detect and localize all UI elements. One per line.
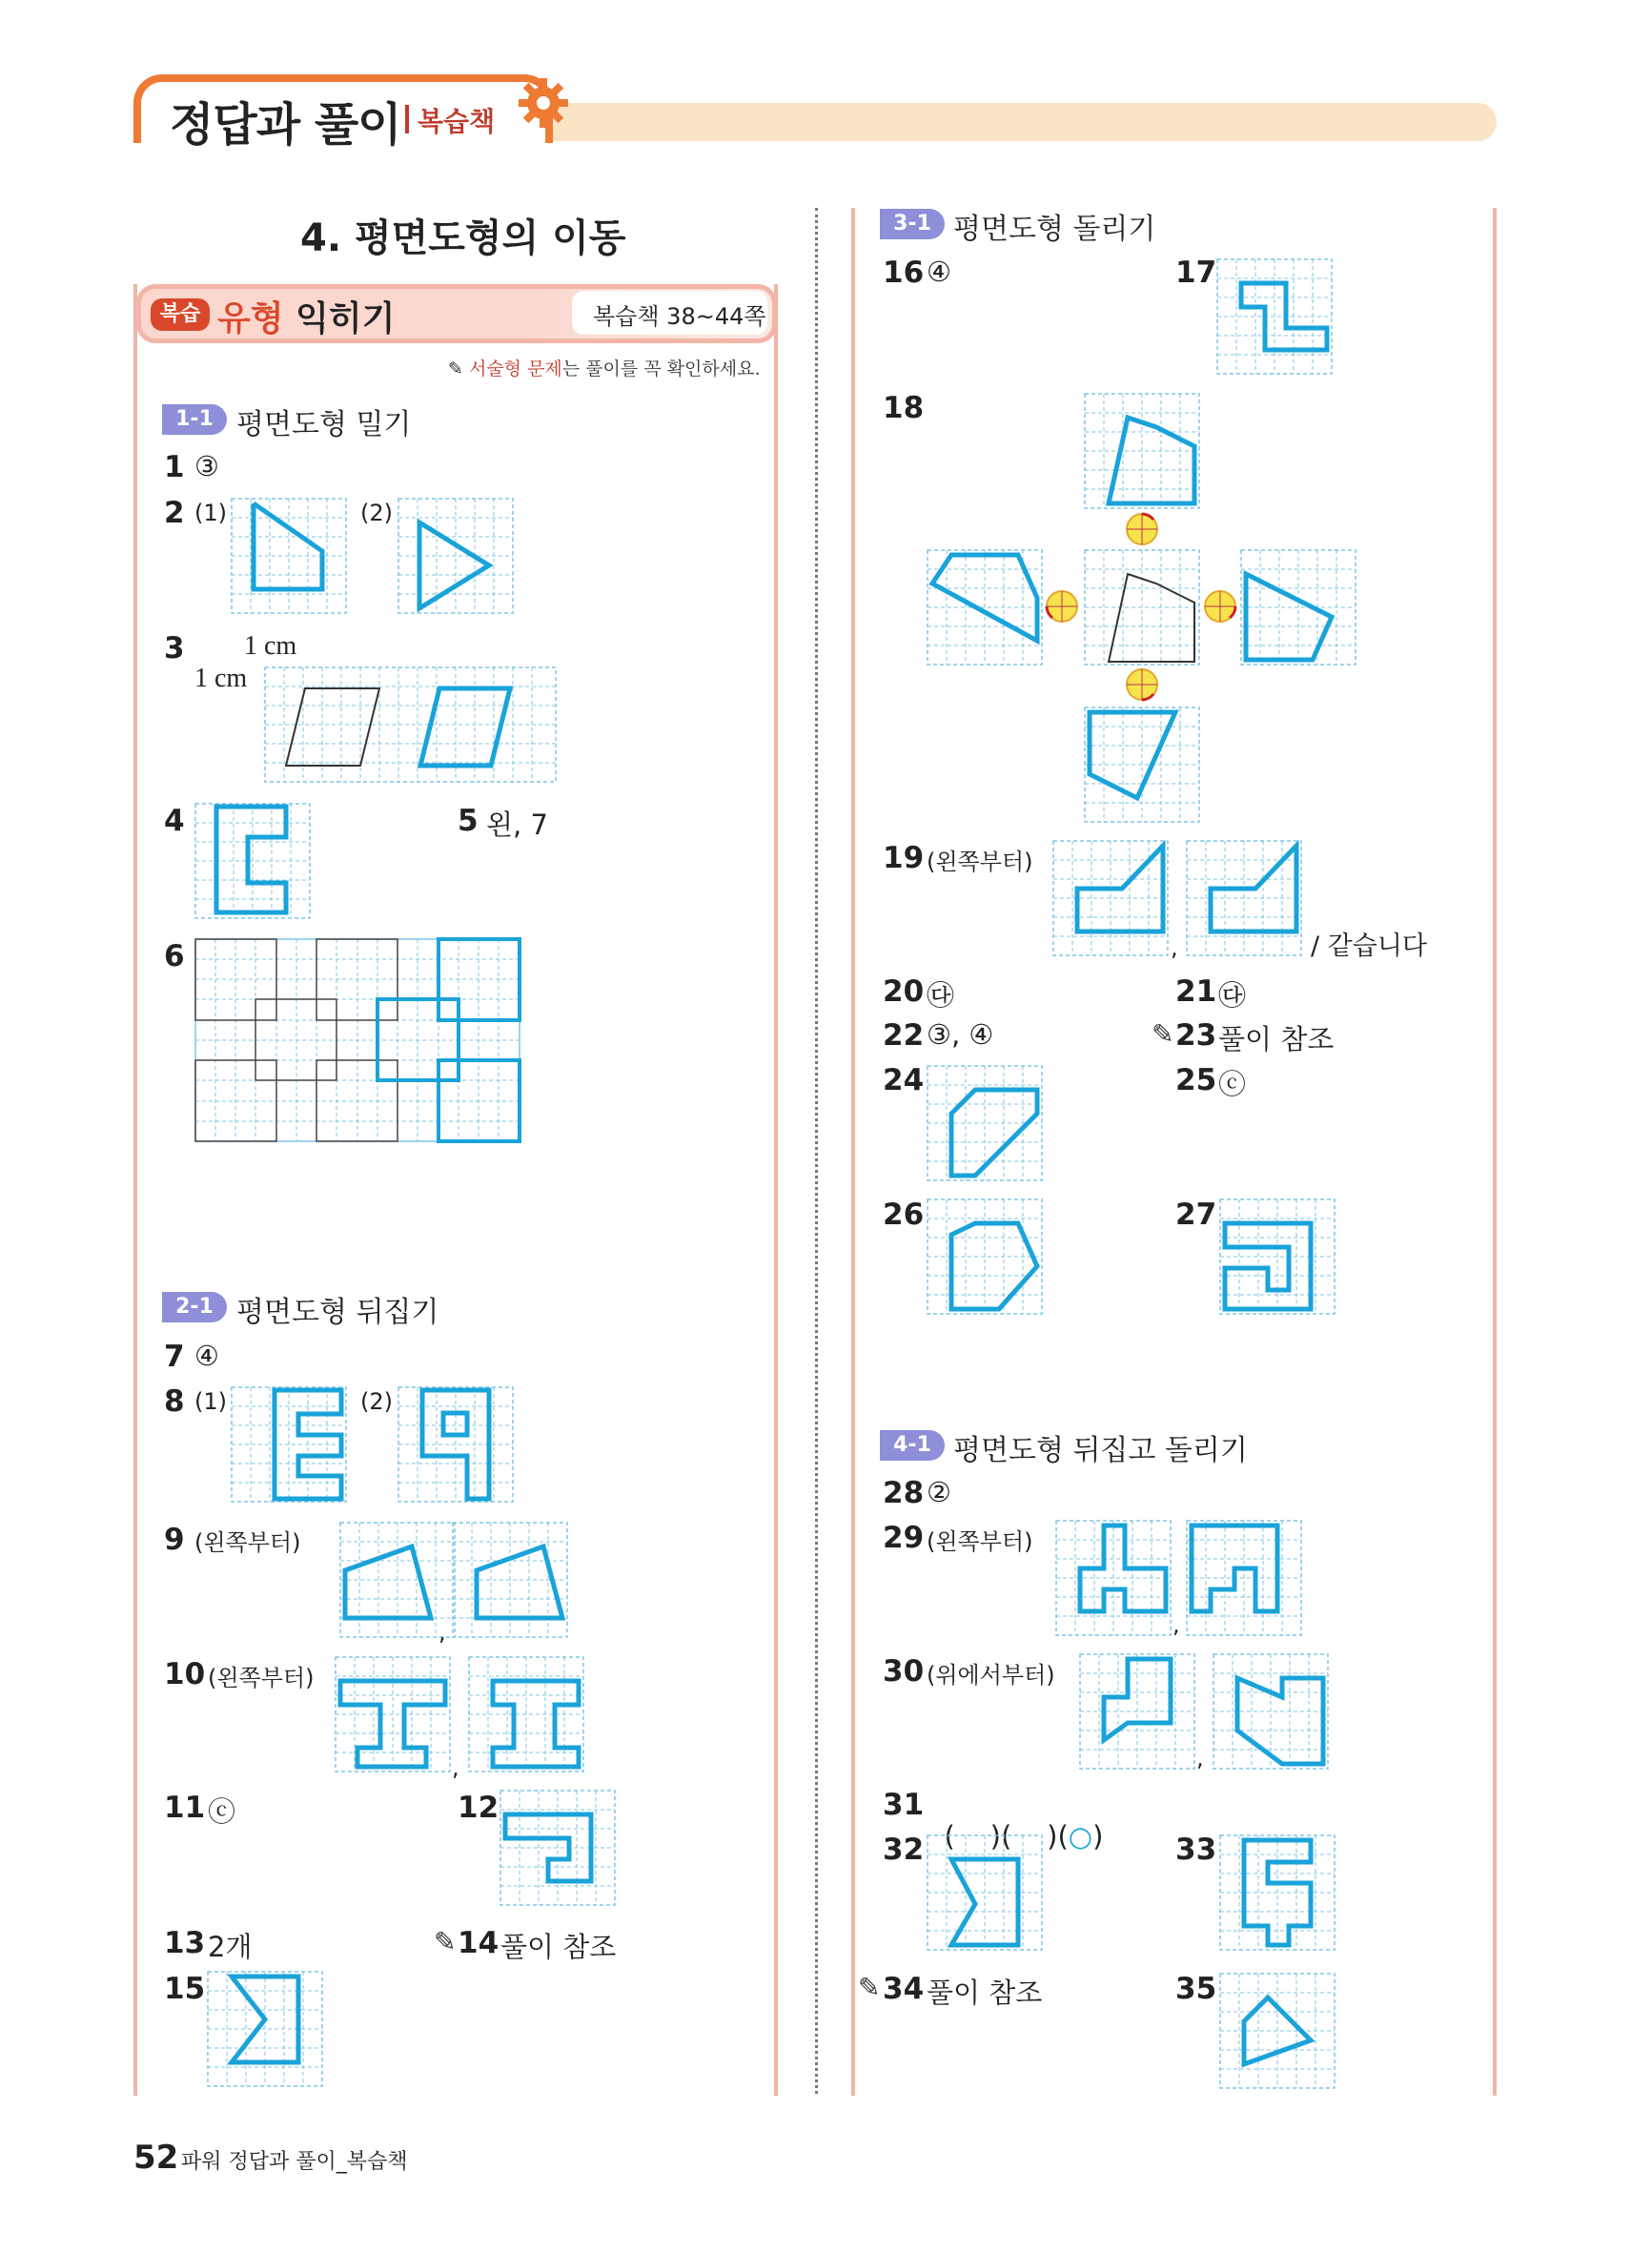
q34-num: 34 [883, 1972, 925, 2006]
q23-answer: 풀이 참조 [1218, 1023, 1335, 1055]
q8-part2: (2) [360, 1388, 393, 1415]
gear-icon [515, 74, 572, 132]
page-ref: 복습책 38~44쪽 [593, 303, 766, 330]
header-title: 정답과 풀이 [170, 98, 401, 152]
chapter-title: 4. 평면도형의 이동 [300, 216, 626, 260]
q18-num: 18 [883, 391, 925, 425]
rotate-arrow-icon [1125, 667, 1159, 702]
q2-part1: (1) [194, 500, 227, 526]
q5-answer: 왼, 7 [486, 809, 548, 841]
page-number: 52 [133, 2139, 179, 2177]
q18-figure-top [1085, 394, 1199, 508]
footer-title: 파워 정답과 풀이_복습책 [181, 2150, 408, 2174]
q29-comma: , [1173, 1611, 1180, 1638]
q18-figure-left [928, 550, 1042, 665]
q33-num: 33 [1175, 1833, 1217, 1867]
q25-num: 25 [1175, 1063, 1217, 1097]
q5-num: 5 [458, 804, 479, 838]
section-title-4: 평면도형 뒤집고 돌리기 [953, 1434, 1248, 1467]
q17-figure [1217, 259, 1332, 374]
q27-figure [1220, 1199, 1335, 1314]
q28-num: 28 [883, 1476, 925, 1510]
q34-answer: 풀이 참조 [927, 1976, 1043, 2009]
q3-figure [265, 667, 556, 782]
section-title-1: 평면도형 밀기 [236, 408, 412, 441]
q6-figure [195, 939, 520, 1144]
q24-num: 24 [883, 1063, 925, 1097]
q30-comma: , [1196, 1745, 1204, 1772]
q30-figure-1 [1080, 1654, 1194, 1769]
q32-num: 32 [883, 1833, 925, 1867]
q22-num: 22 [883, 1018, 925, 1053]
q13-answer: 2개 [208, 1931, 253, 1963]
q18-figure-bottom [1085, 707, 1199, 822]
left-column-rule-right [774, 284, 778, 2096]
q24-figure [928, 1066, 1042, 1180]
q12-num: 12 [458, 1791, 500, 1825]
q27-num: 27 [1175, 1198, 1217, 1232]
left-column-rule [133, 284, 137, 2096]
column-divider [815, 208, 818, 2094]
q32-figure [928, 1835, 1042, 1950]
q35-num: 35 [1175, 1972, 1217, 2006]
q9-figure-2 [453, 1523, 567, 1637]
q20-answer: ㉰ [927, 979, 955, 1012]
q8-part1: (1) [194, 1388, 227, 1415]
practice-title: 유형 익히기 [217, 299, 396, 338]
q20-num: 20 [883, 974, 925, 1009]
q13-num: 13 [164, 1926, 206, 1960]
q2-figure-1 [232, 499, 346, 613]
q8-figure-2 [398, 1387, 513, 1502]
q4-figure [195, 804, 310, 918]
section-badge-2: 2-1 [162, 1292, 227, 1322]
q33-figure [1220, 1835, 1335, 1950]
q1-answer: ③ [194, 450, 219, 482]
pencil-icon: ✎ [448, 358, 463, 379]
q6-num: 6 [164, 939, 185, 973]
q19-comma: , [1171, 934, 1178, 961]
q26-figure [928, 1199, 1042, 1314]
q4-num: 4 [164, 804, 185, 838]
q30-num: 30 [883, 1654, 925, 1689]
q26-num: 26 [883, 1198, 925, 1232]
q9-figure-1 [340, 1523, 455, 1637]
q31-answer: ( )( )(○) [944, 1820, 1104, 1853]
header-separator [405, 105, 409, 133]
q23-num: 23 [1175, 1018, 1217, 1053]
q11-num: 11 [164, 1791, 206, 1825]
q19-answer: (왼쪽부터) [927, 849, 1033, 875]
header-band [534, 103, 1497, 141]
descriptive-note: ✎ 서술형 문제는 풀이를 꼭 확인하세요. [448, 358, 761, 379]
q19-figure-2 [1187, 841, 1301, 955]
q8-figure-1 [232, 1387, 346, 1502]
q35-figure [1220, 1974, 1335, 2088]
q14-answer: 풀이 참조 [500, 1931, 617, 1963]
q17-num: 17 [1175, 256, 1217, 290]
q7-answer: ④ [194, 1340, 219, 1372]
q10-comma: , [452, 1754, 459, 1781]
q7-num: 7 [164, 1340, 185, 1374]
q21-num: 21 [1175, 974, 1217, 1009]
q9-comma: , [438, 1619, 446, 1646]
section-title-2: 평면도형 뒤집기 [236, 1296, 439, 1329]
unit-horizontal: 1 cm [244, 631, 297, 661]
pencil-icon: ✎ [858, 1972, 881, 2003]
q28-answer: ② [927, 1476, 951, 1508]
q29-figure-1 [1056, 1521, 1171, 1635]
q9-answer: (왼쪽부터) [194, 1529, 301, 1556]
right-column-rule [851, 208, 855, 2096]
q19-answer-b: / 같습니다 [1311, 932, 1428, 961]
q15-num: 15 [164, 1972, 206, 2006]
q14-num: 14 [458, 1926, 500, 1960]
header-subtitle: 복습책 [418, 106, 496, 137]
q10-answer: (왼쪽부터) [208, 1665, 315, 1691]
q18-figure-center [1085, 550, 1199, 665]
q2-num: 2 [164, 496, 185, 530]
q9-num: 9 [164, 1523, 185, 1557]
q8-num: 8 [164, 1384, 185, 1419]
q29-num: 29 [883, 1521, 925, 1555]
q19-figure-1 [1053, 841, 1168, 955]
q29-answer: (왼쪽부터) [927, 1528, 1033, 1555]
q29-figure-2 [1187, 1521, 1301, 1635]
q16-num: 16 [883, 256, 925, 290]
pencil-icon: ✎ [434, 1926, 457, 1957]
q31-num: 31 [883, 1788, 925, 1822]
q2-part2: (2) [360, 500, 393, 526]
right-column-rule-right [1493, 208, 1497, 2096]
q21-answer: ㉰ [1218, 979, 1247, 1012]
q15-figure [208, 1972, 322, 2086]
q19-num: 19 [883, 841, 925, 875]
section-badge-1: 1-1 [162, 404, 227, 435]
q10-num: 10 [164, 1657, 206, 1691]
unit-vertical: 1 cm [194, 664, 248, 693]
review-badge: 복습 [151, 298, 210, 331]
q30-figure-2 [1214, 1654, 1328, 1769]
pencil-icon: ✎ [1152, 1018, 1174, 1050]
rotate-arrow-icon [1045, 589, 1079, 624]
q18-figure-right [1241, 550, 1356, 665]
q16-answer: ④ [927, 256, 951, 288]
q25-answer: ⓒ [1218, 1068, 1247, 1100]
q10-figure-2 [469, 1657, 583, 1772]
q10-figure-1 [336, 1657, 450, 1772]
section-title-3: 평면도형 돌리기 [953, 213, 1156, 246]
q1-num: 1 [164, 450, 185, 484]
section-badge-4: 4-1 [880, 1430, 945, 1461]
q3-num: 3 [164, 631, 185, 666]
rotate-arrow-icon [1203, 589, 1237, 624]
section-badge-3: 3-1 [880, 209, 945, 239]
q22-answer: ③, ④ [927, 1018, 994, 1051]
rotate-arrow-icon [1125, 512, 1159, 546]
q30-answer: (위에서부터) [927, 1662, 1055, 1689]
q12-figure [500, 1791, 615, 1905]
q11-answer: ⓒ [208, 1795, 236, 1828]
q2-figure-2 [398, 499, 513, 613]
